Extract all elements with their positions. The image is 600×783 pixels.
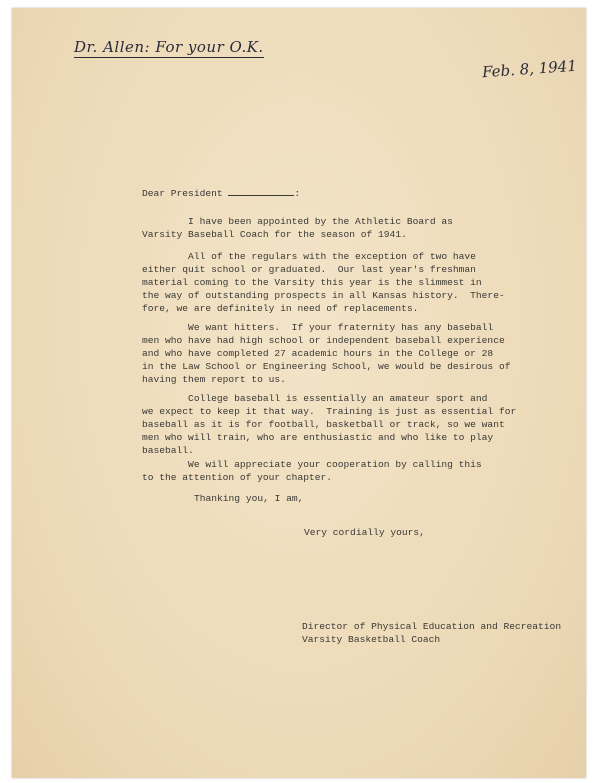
paragraph-cooperation: We will appreciate your cooperation by calling this to the attention of your chapter.: [142, 459, 482, 483]
paragraph-regulars: All of the regulars with the exception of two have either quit school or graduated. Our last year's freshman material coming to the Varsity this year is the slimmest in the way of outstanding prospects in all Kansas history. There- fore, we are definitely in need of replacements.: [142, 251, 505, 314]
blank-line: [228, 186, 294, 196]
handwritten-date: Feb. 8, 1941: [481, 56, 578, 82]
paragraph-amateur: College baseball is essentially an amateur sport and we expect to keep it that way. Training is just as essential for baseball as it is for football, basketball or track, so we want men who will train, who are enthusiastic and who like to play baseball.: [142, 393, 517, 456]
salutation: [142, 186, 300, 200]
paragraph-appointment: I have been appointed by the Athletic Board as Varsity Baseball Coach for the season of 1941.: [142, 216, 453, 240]
thanks-line: Thanking you, I am,: [194, 493, 304, 504]
letter-page: [12, 8, 586, 778]
salutation-colon: :: [294, 188, 301, 199]
handwritten-note-text: Dr. Allen: For your O.K.: [74, 38, 264, 56]
handwritten-note: [74, 38, 264, 56]
closing-line: Very cordially yours,: [304, 527, 425, 538]
signature-block: Director of Physical Education and Recreation Varsity Basketball Coach: [302, 621, 562, 645]
paragraph-hitters: We want hitters. If your fraternity has any baseball men who have had high school or independent baseball experience and who have completed 27 academic hours in the College or 28 in the Law School or Engineering School, we would be desirous of having them report to us.: [142, 322, 511, 385]
salutation-text: Dear President: [142, 188, 223, 199]
